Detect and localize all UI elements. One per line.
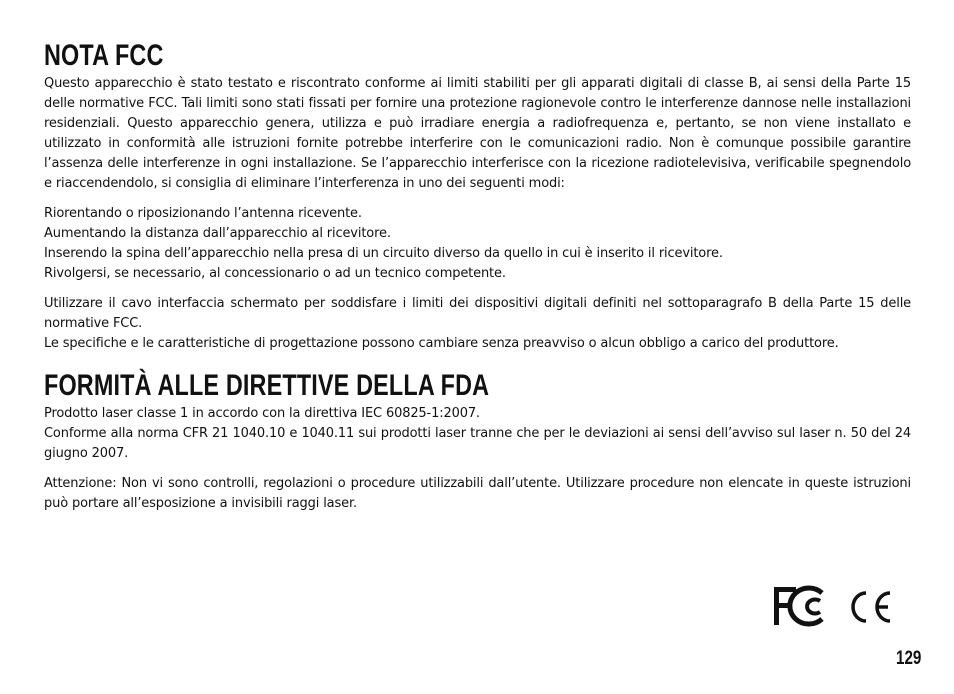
fda-line-1: Prodotto laser classe 1 in accordo con la direttiva IEC 60825-1:2007.	[44, 406, 480, 421]
spacer	[44, 284, 911, 294]
ce-logo-icon	[853, 593, 890, 621]
remedy-item-3: Inserendo la spina dell’apparecchio nella presa di un circuito diverso da quello in cui è inserito il ricevitore.	[44, 246, 723, 261]
page-number: 129	[896, 648, 922, 669]
fda-paragraph-1: Conforme alla norma CFR 21 1040.10 e 1040.11 sui prodotti laser tranne che per le deviazioni ai sensi dell’avviso sul laser n. 50 del 24 giugno 2007.	[44, 426, 911, 461]
fda-section-title: FORMITÀ ALLE DIRETTIVE DELLA FDA	[44, 369, 490, 402]
remedy-item-2: Aumentando la distanza dall’apparecchio al ricevitore.	[44, 226, 391, 241]
remedy-item-4: Rivolgersi, se necessario, al concessionario o ad un tecnico competente.	[44, 266, 506, 281]
spacer	[44, 464, 911, 474]
document-page	[44, 38, 911, 514]
fcc-paragraph-1: Questo apparecchio è stato testato e riscontrato conforme ai limiti stabiliti per gli apparati digitali di classe B, ai sensi della Parte 15 delle normative FCC. Tali limiti sono stati fissati per fornire una protezione ragionevole contro le interferenze dannose nelle installazioni residenziali. Questo apparecchio genera, utilizza e può irradiare energia a radiofrequenza e, pertanto, se non viene installato e utilizzato in conformità alle istruzioni fornite potrebbe interferire con le comunicazioni radio. Non è comunque possibile garantire l’assenza delle interferenze in ogni installazione. Se l’apparecchio interferisce con la ricezione radiotelevisiva, verificabile spegnendolo e riaccendendolo, si consiglia di eliminare l’interferenza in uno dei seguenti modi:	[44, 76, 911, 191]
fcc-paragraph-3: Le specifiche e le caratteristiche di progettazione possono cambiare senza preavviso o alcun obbligo a carico del produttore.	[44, 336, 839, 351]
remedy-item-1: Riorentando o riposizionando l’antenna ricevente.	[44, 206, 362, 221]
fcc-logo-icon	[774, 587, 822, 625]
fda-paragraph-2: Attenzione: Non vi sono controlli, regolazioni o procedure utilizzabili dall’utente. Utilizzare procedure non elencate in queste istruzioni può portare all’esposizione a invisibili raggi laser.	[44, 476, 911, 511]
certification-logos	[772, 585, 894, 629]
spacer	[44, 194, 911, 204]
fcc-paragraph-2: Utilizzare il cavo interfaccia schermato per soddisfare i limiti dei dispositivi digitali definiti nel sottoparagrafo B della Parte 15 delle normative FCC.	[44, 296, 911, 331]
fcc-section-title: NOTA FCC	[44, 39, 164, 72]
